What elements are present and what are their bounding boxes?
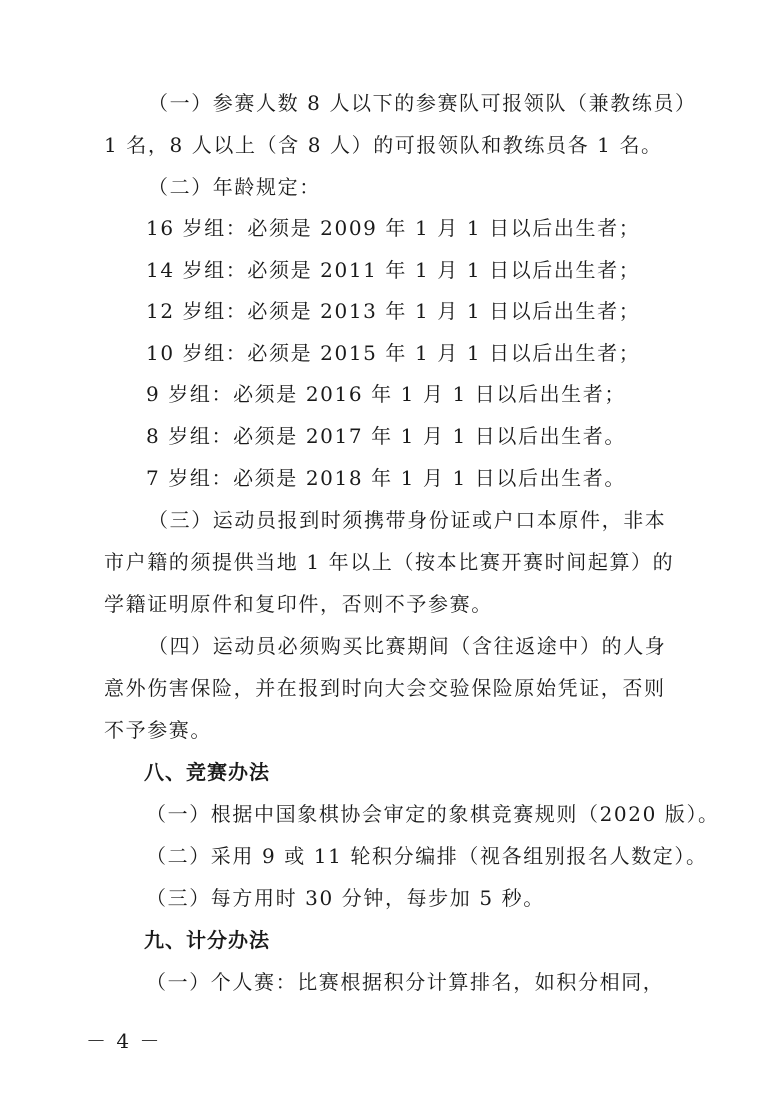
text-line: 意外伤害保险，并在报到时向大会交验保险原始凭证，否则 [104, 676, 666, 700]
text-line: （一）根据中国象棋协会审定的象棋竞赛规则（2020 版）。 [146, 802, 720, 826]
text-line: 7 岁组：必须是 2018 年 1 月 1 日以后出生者。 [146, 466, 626, 490]
text-line: （四）运动员必须购买比赛期间（含往返途中）的人身 [148, 634, 667, 658]
text-line: 学籍证明原件和复印件，否则不予参赛。 [104, 592, 493, 616]
text-line: 9 岁组：必须是 2016 年 1 月 1 日以后出生者； [146, 382, 626, 406]
text-line: 14 岁组：必须是 2011 年 1 月 1 日以后出生者； [146, 258, 641, 282]
text-line: （二）年龄规定： [148, 175, 321, 199]
text-line: （二）采用 9 或 11 轮积分编排（视各组别报名人数定）。 [146, 844, 708, 868]
text-line: 12 岁组：必须是 2013 年 1 月 1 日以后出生者； [146, 299, 641, 323]
page-number: － 4 － [86, 1029, 162, 1053]
text-line: （三）每方用时 30 分钟，每步加 5 秒。 [146, 886, 545, 910]
text-line: 10 岁组：必须是 2015 年 1 月 1 日以后出生者； [146, 341, 641, 365]
text-line: 16 岁组：必须是 2009 年 1 月 1 日以后出生者； [146, 216, 641, 240]
text-line: 1 名，8 人以上（含 8 人）的可报领队和教练员各 1 名。 [104, 133, 663, 157]
text-line: 市户籍的须提供当地 1 年以上（按本比赛开赛时间起算）的 [104, 550, 675, 574]
text-line: （一）参赛人数 8 人以下的参赛队可报领队（兼教练员） [148, 91, 697, 115]
section-heading: 八、竞赛办法 [144, 760, 270, 784]
text-line: 不予参赛。 [104, 718, 212, 742]
text-line: （一）个人赛：比赛根据积分计算排名，如积分相同， [146, 970, 665, 994]
text-line: 8 岁组：必须是 2017 年 1 月 1 日以后出生者。 [146, 424, 626, 448]
section-heading: 九、计分办法 [144, 928, 270, 952]
text-line: （三）运动员报到时须携带身份证或户口本原件，非本 [148, 508, 667, 532]
